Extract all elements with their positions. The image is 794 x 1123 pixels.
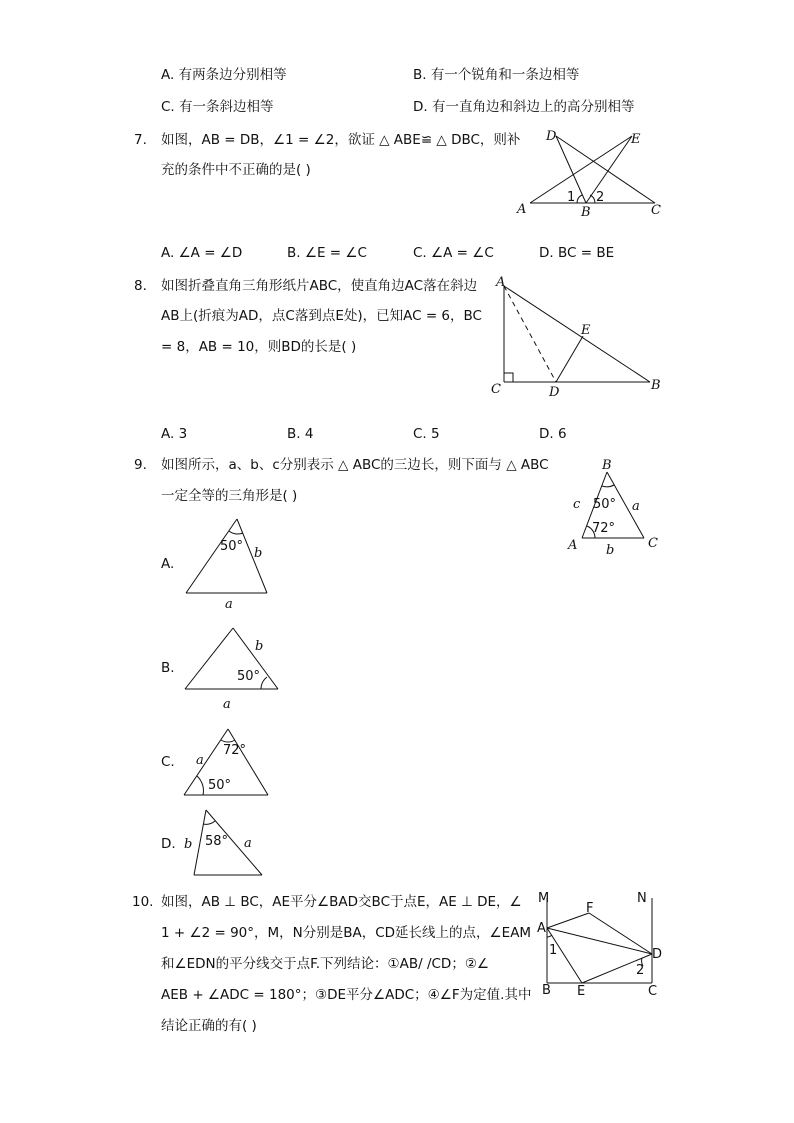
q7-label-angle2: 2 [596,190,605,205]
q10-stem-line4: AEB + ∠ADC = 180°；③DE平分∠ADC；④∠F为定值.其中 [161,987,532,1003]
q6-option-d: D. 有一直角边和斜边上的高分别相等 [413,99,635,115]
q6-option-c: C. 有一条斜边相等 [161,99,274,115]
q7-number: 7. [134,132,147,148]
q10-label-n: N [637,891,647,906]
q6-option-a: A. 有两条边分别相等 [161,67,287,83]
q10-label-angle1: 1 [549,943,558,958]
q8-figure [488,272,668,402]
q10-label-d: D [652,947,663,962]
q9-option-d-angle: 58° [205,834,229,849]
q9-option-d-side-b: b [184,837,193,852]
q10-label-m: M [538,891,550,906]
q9-reference-figure [560,450,670,560]
q10-label-c: C [648,984,658,999]
q9-ref-angle-b: 50° [593,497,617,512]
q10-stem-line3: 和∠EDN的平分线交于点F.下列结论：①AB/ /CD；②∠ [161,956,490,972]
q8-option-c: C. 5 [413,426,440,442]
q10-label-angle2: 2 [636,963,645,978]
q10-stem-line1: 如图，AB ⊥ BC，AE平分∠BAD交BC于点E，AE ⊥ DE，∠ [161,894,522,910]
q8-stem-line1: 如图折叠直角三角形纸片ABC，使直角边AC落在斜边 [161,278,478,294]
q7-figure [512,124,672,224]
q8-label-c: C [491,382,501,397]
q9-option-c-figure [180,725,280,805]
q9-stem-line2: 一定全等的三角形是( ) [161,488,298,504]
q8-label-b: B [651,378,661,393]
q7-option-a: A. ∠A = ∠D [161,245,243,261]
q9-option-c-label: C. [161,754,175,770]
q9-ref-angle-a: 72° [592,521,616,536]
q10-label-a: A [537,921,546,936]
q9-option-d-side-a: a [244,836,252,851]
q7-stem-line2: 充的条件中不正确的是( ) [161,162,311,178]
q8-stem-line3: = 8，AB = 10，则BD的长是( ) [161,339,357,355]
q9-number: 9. [134,457,147,473]
q10-label-f: F [586,901,594,916]
q9-option-d-label: D. [161,836,176,852]
q9-stem-line1: 如图所示，a、b、c分别表示 △ ABC的三边长，则下面与 △ ABC [161,457,549,473]
q9-option-b-figure [180,620,290,720]
q10-stem-line5: 结论正确的有( ) [161,1018,257,1034]
q6-option-b: B. 有一个锐角和一条边相等 [413,67,580,83]
q9-ref-label-a: A [568,538,578,553]
q8-stem-line2: AB上(折痕为AD，点C落到点E处)，已知AC = 6，BC [161,308,482,324]
q7-label-a: A [517,202,527,217]
q9-option-a-label: A. [161,556,175,572]
q9-ref-side-c: c [573,497,581,512]
q9-ref-side-b: b [606,543,615,558]
q7-option-c: C. ∠A = ∠C [413,245,494,261]
q8-label-a: A [496,275,506,290]
q8-option-a: A. 3 [161,426,188,442]
q7-stem-line1: 如图，AB = DB，∠1 = ∠2，欲证 △ ABE≌ △ DBC，则补 [161,132,521,148]
q9-option-c-angle-72: 72° [223,743,247,758]
q9-option-b-side-b: b [255,639,264,654]
q7-option-b: B. ∠E = ∠C [287,245,367,261]
q9-option-d-figure [180,805,280,885]
q8-label-e: E [581,323,591,338]
q8-option-d: D. 6 [539,426,567,442]
q9-ref-label-b: B [602,458,612,473]
q9-option-a-figure [180,515,280,615]
q10-label-b: B [542,983,551,998]
q7-option-d: D. BC = BE [539,245,615,261]
q10-number: 10. [132,894,154,910]
q7-label-d: D [546,129,557,144]
q9-option-a-angle: 50° [220,539,244,554]
q9-option-a-side-b: b [254,546,263,561]
q7-label-c: C [651,203,661,218]
q9-ref-side-a: a [632,499,640,514]
q9-option-b-label: B. [161,660,175,676]
q8-number: 8. [134,278,147,294]
q7-label-angle1: 1 [567,190,576,205]
q9-option-b-angle: 50° [237,669,261,684]
q7-label-b: B [581,205,591,220]
q9-option-c-side-a: a [196,753,204,768]
q10-label-e: E [577,984,586,999]
q9-option-a-side-a: a [225,597,233,612]
q8-option-b: B. 4 [287,426,314,442]
q10-stem-line2: 1 + ∠2 = 90°，M，N分别是BA，CD延长线上的点，∠EAM [161,925,532,941]
q9-option-c-angle-50: 50° [208,778,232,793]
q10-figure [530,888,670,1008]
q7-label-e: E [631,132,641,147]
q8-label-d: D [549,385,560,400]
q9-ref-label-c: C [648,536,658,551]
q9-option-b-side-a: a [223,697,231,712]
